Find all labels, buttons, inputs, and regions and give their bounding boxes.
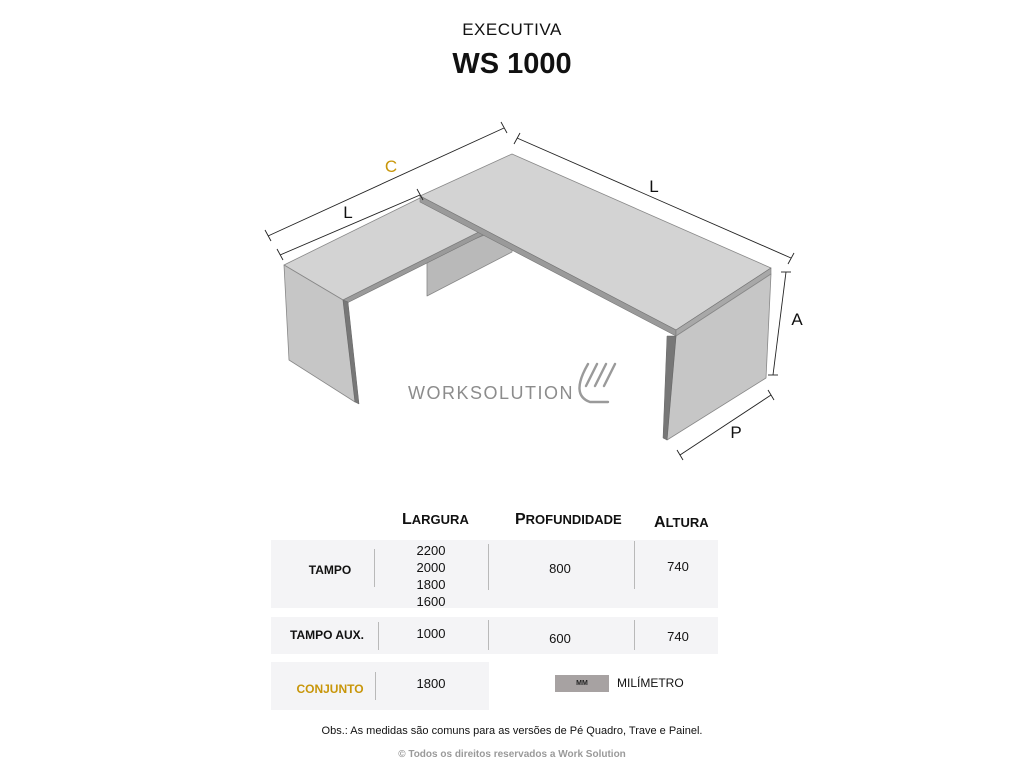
header-altura: ALTURA xyxy=(654,514,709,531)
dim-label-l-main: L xyxy=(649,177,659,196)
unit-label: MILÍMETRO xyxy=(617,676,684,690)
divider xyxy=(634,541,635,589)
cell-profundidade-tampo: 800 xyxy=(549,561,571,576)
row-label-conjunto: CONJUNTO xyxy=(296,682,364,696)
logo-mark-icon xyxy=(579,364,615,402)
cell-largura-tampo-aux: 1000 xyxy=(416,626,446,641)
divider xyxy=(375,672,376,700)
divider xyxy=(488,620,489,650)
dim-label-a: A xyxy=(791,310,803,329)
product-title: WS 1000 xyxy=(452,48,572,80)
header-profundidade: PROFUNDIDADE xyxy=(515,511,622,528)
cell-largura-tampo: 2200 2000 1800 1600 xyxy=(416,543,446,609)
divider xyxy=(374,549,375,587)
copyright-notice: © Todos os direitos reservados a Work Solution xyxy=(398,749,626,760)
measurement-note: Obs.: As medidas são comuns para as versões de Pé Quadro, Trave e Painel. xyxy=(321,725,703,737)
unit-badge: MM xyxy=(555,675,609,692)
row-label-tampo-aux: TAMPO AUX. xyxy=(290,628,364,642)
cell-profundidade-tampo-aux: 600 xyxy=(549,631,571,646)
divider xyxy=(378,622,379,650)
cell-altura-tampo: 740 xyxy=(667,559,689,574)
product-line: EXECUTIVA xyxy=(462,20,562,39)
cell-altura-tampo-aux: 740 xyxy=(667,629,689,644)
dim-label-p: P xyxy=(730,423,742,442)
row-label-tampo: TAMPO xyxy=(308,563,352,577)
cell-largura-conjunto: 1800 xyxy=(416,676,446,691)
header-largura: LARGURA xyxy=(402,511,469,528)
divider xyxy=(634,620,635,650)
dim-label-l-aux: L xyxy=(343,203,353,222)
divider xyxy=(488,544,489,590)
worksolution-logo xyxy=(408,364,615,403)
dim-label-c: C xyxy=(384,157,398,176)
logo-text: WORKSOLUTION xyxy=(408,383,575,403)
